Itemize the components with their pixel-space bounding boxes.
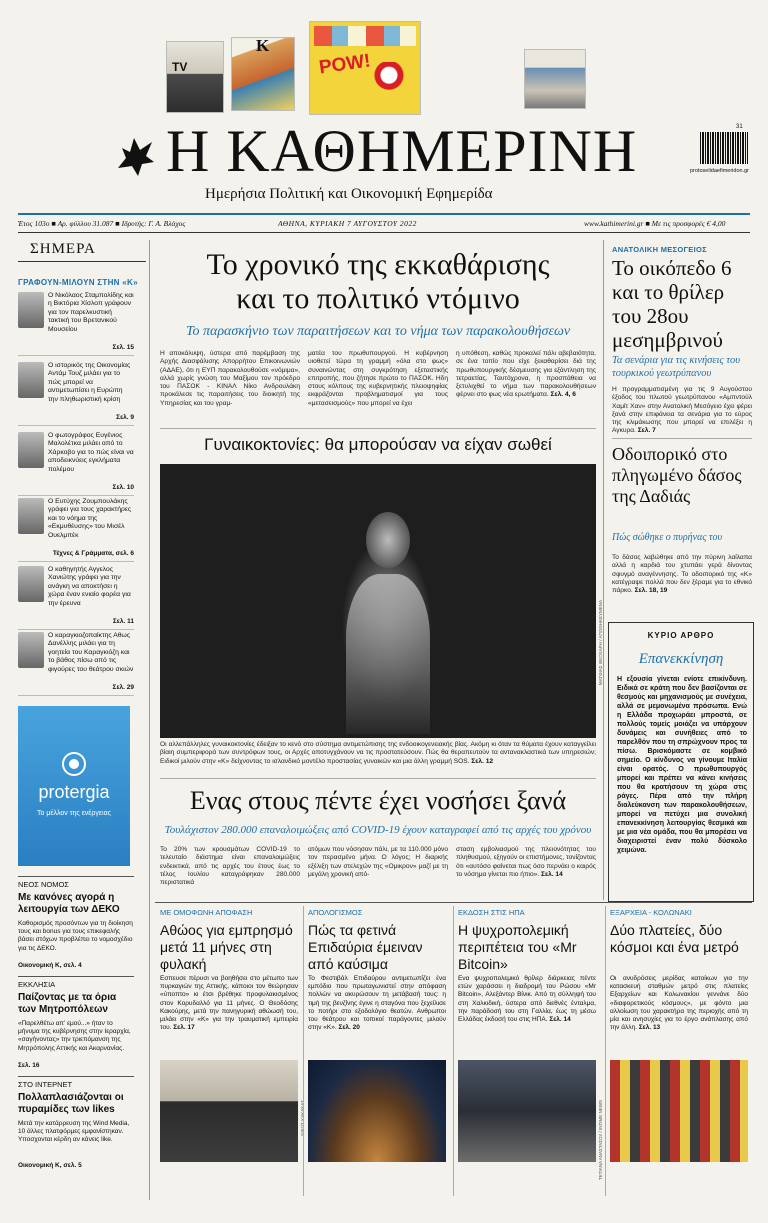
- writer-avatar: [18, 632, 44, 668]
- promo-k-label: K: [256, 36, 270, 55]
- writer-avatar: [18, 362, 44, 398]
- bottom-photo-credit: ΤΕΤΙΑΝΑ ΑΝΑΣΤΑΣΟΥ / INTIME NEWS: [598, 1100, 603, 1181]
- r1-rule: [612, 438, 752, 439]
- editorial-box: [608, 622, 754, 902]
- photo-ghost-woman: [160, 464, 596, 738]
- writer-blurb[interactable]: Ο Νικόλαος Σταμπολίδης και η Βικτόρια Χίσλοπ γράφουν για τον παρελκυστική τακτική του Βρετανικού Μουσείου: [48, 292, 134, 333]
- bottom-body: [458, 975, 596, 1024]
- photo-credit: ΜΑΤΘΙΑΣ ΘΕΟΧΑΡΗ / ΑΠΟΘΗΚΕΥΜΕΝΑ: [598, 600, 603, 686]
- r2-body-text: Το δάσος λαβώθηκε από την πύρινη λαίλαπα αλλά η καρδιά του χτυπάει γερά δίνοντας σφυγμό αναγέννησης. Το οδοιπορικό της «Κ» κατέγραψε πολλά που δεν ξέραμε για το εθνικό πάρκο.: [612, 554, 752, 595]
- bottom-photo: [610, 1060, 748, 1162]
- writer-divider: [18, 629, 134, 630]
- writer-page: Σελ. 11: [112, 618, 134, 625]
- lead-col2: ματέα του πρωθυπουργού. Η κυβέρνηση υιοθετεί τώρα τη γραμμή «όλα στο φως» συναινώντας στη συγκρότηση εξεταστικής επιτροπής, που ζήτησε πρώτο το ΠΑΣΟΚ. Ηδη στους κόλπους της κυβερνητικής πλειοψηφίας εκφράζονται προβληματισμοί για τους «μετασεισμούς» που μπορεί να έχει: [308, 350, 448, 407]
- news-page: Οικονομική Κ, σελ. 5: [18, 1162, 82, 1169]
- writer-divider: [18, 695, 134, 696]
- bottom-body-text: Το Φεστιβάλ Επιδαύρου αντιμετωπίζει ένα εμπόδιο που πρωταγωνιστεί στην απόφαση πολλών να ακυρώσουν τη μετάβασή τους: η τιμή της βενζίνης έγινε η σταγόνα που ξεχείλισε το ποτήρι στο εξοδολόγιο θεατών. Ανθρωποι του θεάτρου και τοπικοί παράγοντες μιλούν στην «Κ».: [308, 975, 446, 1032]
- writer-page: Σελ. 9: [116, 414, 134, 421]
- bottom-row-rule: [155, 902, 752, 903]
- lead-col1: Η αποκάλυψη, ύστερα από παρέμβαση της Αρχής Διασφάλισης Απορρήτου Επικοινωνιών (ΑΔΑΕ), ότι η ΕΥΠ παρακολουθούσε «νόμιμα», αλλά χωρίς γνώση του Μαξίμου τον πρόεδρο του ΠΑΣΟΚ - ΚΙΝΑΛ Νίκο Ανδρουλάκη προκάλεσε τις παραιτήσεις του διοικητή της Υπηρεσίας και του γραμ-: [160, 350, 300, 407]
- writer-blurb[interactable]: Ο φωτογράφος Ευγένιος Μαλολέτκα μιλάει από το Χάρκοβο για το πώς είναι να αποδεικνύεις εγκλήματα πολέμου: [48, 432, 134, 473]
- covid-col2: ατόμων που νόσησαν πάλι, με τα 110.000 μόνο τον περασμένο μήνα. Ο λόγος; Η διαρκής εξέλιξη των στελεχών της «Ομικρον» μαζί με τη μεγάλη χρονική από-: [308, 846, 448, 878]
- covid-col1: Το 20% των κρουσμάτων COVID-19 το τελευταίο διάστημα είναι επαναλοιμώξεις ενδεικτικά, από τις αρχές του έτους έως το τέλος Ιουλίου καταγράφηκαν 280.000 περιστατικά: [160, 846, 300, 887]
- lead-col3: [456, 350, 596, 400]
- writer-blurb[interactable]: Ο Ευτύχης Ζουμπουλάκης γράφει για τους χαρακτήρες και το νόημα της «Εκμυθέυσης» του Μισέλ Ουελμπέκ: [48, 498, 132, 539]
- writer-page: Σελ. 15: [112, 344, 134, 351]
- r1-body: [612, 386, 752, 436]
- promo-tv-magazine[interactable]: [167, 42, 223, 112]
- protergia-ad[interactable]: [18, 706, 130, 866]
- bottom-photo: [160, 1060, 298, 1162]
- lead-headline-line2[interactable]: και το πολιτικό ντόμινο: [236, 282, 520, 315]
- bottom-body: [610, 975, 748, 1032]
- bottom-body-text: Εσπευσε πέρυσι να βοηθήσει στο μέτωπο των πυρκαγιών της Αττικής, κάποιοι τον θεώρησαν «ύποπτο» κι έτσι βρέθηκε προφυλακισμένος στον Κορυδαλλό για 11 μήνες. Ο Θεοδόσης Κακούρης, μετά την πανηγυρική αθώωσή του, μιλάει στην «Κ» για την τραυματική εμπειρία του.: [160, 975, 298, 1032]
- writer-page: Σελ. 10: [112, 484, 134, 491]
- news-body: Μετά την κατάρρευση της Wind Media, 10 άλλες πλατφόρμες εμφανίστηκαν. Υποσχονται κέρδη αν κάνεις like.: [18, 1120, 130, 1144]
- writer-blurb[interactable]: Ο καθηγητής Αγγελος Χανιώτης γράφει για την ανάγκη να αποκτήσει η χώρα έναν ενιαίο φορέα για την έρευνα: [48, 566, 131, 607]
- photo-story-headline[interactable]: Γυναικοκτονίες: θα μπορούσαν να είχαν σωθεί: [204, 435, 552, 454]
- sidebar-heading-rule: [18, 261, 146, 262]
- barcode-text: protoselidaefimeridon.gr: [690, 168, 750, 174]
- lead-col3-page: Σελ. 4, 6: [550, 391, 576, 399]
- promo-economy-supplement[interactable]: [525, 50, 585, 108]
- news-headline[interactable]: Παίζοντας με τα όρια των Μητροπόλεων: [18, 992, 117, 1015]
- covid-standfirst: Τουλάχιστον 280.000 επαναλοιμώξεις από COVID-19 έχουν καταγραφεί από τις αρχές του χρόνου: [164, 824, 592, 836]
- covid-col3: [456, 846, 596, 879]
- r1-body-page: Σελ. 7: [637, 427, 656, 435]
- covid-col3-text: σταση εμβολιασμού της πλειονότητας του πληθυσμού, εξηγούν οι επιστήμονες, τονίζοντας ότι «αυτόσο φαίνεται πως όσο περνάει ο καιρός το νόσημα γίνεται πιο ήπιο».: [456, 846, 596, 878]
- writer-avatar: [18, 566, 44, 602]
- masthead-rule-bottom: [18, 232, 750, 233]
- news-body: «Παρελθέτω απ' εμού...» ήταν το μήνυμα της κυβέρνησης στην Ιεραρχία, «σαγήνοντας» την τριεπόμανση της Μητρόπολης Αττικής και Ακαρνανίας.: [18, 1020, 131, 1052]
- bottom-headline[interactable]: Αθώος για εμπρησμό μετά 11 μήνες στη φυλακή: [160, 922, 293, 972]
- issue-info-center: ΑΘΗΝΑ, ΚΥΡΙΑΚΗ 7 ΑΥΓΟΥΣΤΟΥ 2022: [278, 219, 417, 228]
- writer-divider: [18, 425, 134, 426]
- r1-standfirst: Τα σενάρια για τις κινήσεις του τουρκικού γεωτρύπανου: [612, 355, 741, 379]
- editorial-headline[interactable]: Επανεκκίνηση: [638, 651, 724, 667]
- promo-tv-label: TV: [172, 60, 188, 74]
- news-kicker: ΣΤΟ ΙΝΤΕΡΝΕΤ: [18, 1080, 73, 1089]
- bottom-kicker: ΑΠΟΛΟΓΙΣΜΟΣ: [308, 908, 363, 917]
- bottom-kicker: ΕΚΔΟΣΗ ΣΤΙΣ ΗΠΑ: [458, 908, 525, 917]
- r2-headline[interactable]: Οδοιπορικό στο πληγωμένο δάσος της Δαδιάς: [612, 444, 742, 506]
- news-page: Σελ. 16: [18, 1062, 40, 1069]
- photo-ghost-body: [346, 574, 430, 734]
- bottom-headline[interactable]: Πώς τα φετινά Επιδαύρια έμειναν από καύσιμα: [308, 922, 423, 972]
- writer-page: Τέχνες & Γράμματα, σελ. 6: [52, 550, 134, 557]
- r1-headline[interactable]: Το οικόπεδο 6 και το θρίλερ του 28ου μεσημβρινού: [612, 256, 732, 352]
- comic-panel-strip: [314, 26, 416, 46]
- bottom-body-text: Οι ανυδρόσεις μερίδας κατοίκων για την κατασκευή σταθμών μετρό στις πλατείες Εξαρχείων και Κολωνακίου γεννάνε δύο «διαφορετικούς κόσμους», με φόντο μια αλλοίωση του χαρακτήρα της περιοχής από τη μία και ανησυχίες για το έργο ανάπλασης από την άλλη.: [610, 975, 748, 1032]
- bottom-page: Σελ. 13: [638, 1024, 661, 1032]
- bottom-body-text: Ενα ψυχροπολεμικό θρίλερ διάρκειας πέντε ετών χαράσσει η διαδρομή του Ρώσου «Mr Bitcoin», Αλεξάντερ Βίνικ. Από τη σύλληψή του στη Χαλκιδική, ύστερα από διεθνές ένταλμα, την παράδοσή του στη Γαλλία, έως τη μέσω Ελλάδας έκδοσή του στις ΗΠΑ.: [458, 975, 596, 1024]
- barcode: [700, 132, 748, 164]
- protergia-tagline: Το μέλλον της ενέργειας: [36, 810, 112, 817]
- lead-col3-text: η υπόθεση, καθώς προκαλεί πάλι αβεβαιότητα, σε ένα τοπίο που είχε ξεκαθαρίσει διά της πρωθυπουργικής δέσμευσης για εξάντληση της τετραετίας. Ταυτόχρονα, η προσπάθεια να ξετυλιχθεί το νήμα των παρακολουθήσεων φέρνει στο φως νέα ερωτήματα.: [456, 350, 596, 399]
- barcode-number: 31: [736, 124, 743, 130]
- r2-standfirst: Πώς σώθηκε ο πυρήνας του: [612, 532, 723, 543]
- sidebar-divider: [149, 240, 150, 1200]
- news-headline[interactable]: Με κανόνες αγορά η λειτουργία των ΔΕΚΟ: [18, 892, 120, 915]
- writer-avatar: [18, 498, 44, 534]
- editorial-body: Η εξουσία γίνεται ενίοτε επικίνδυνη. Ειδικά σε κράτη που δεν βασίζονται σε θεσμούς και μηχανισμούς με συνέχεια, αλλά σε μεμονωμένα πρόσωπα. Ενώ η Ελλάδα προχωράει μπροστά, σε πολλούς τομείς μοιάζει να υπάρχουν δυνάμεις και συνήθειες από το παρελθόν που τη σπρώχνουν προς τα πίσω. Βρισκόμαστε σε κομβικό σημείο. Ο κίνδυνος να γίνουμε Ιταλία είναι ορατός. Ο πρωθυπουργός μπορεί και πρέπει να κάνει κινήσεις που θα κρατήσουν τη χώρα στις ράγες. Πέρα από την πλήρη διαλεύκανση των παρακολουθήσεων, μπορεί να πετύχει μια συνολική επανεκκίνηση λειτουργίας θεσμικά και με μια νέα ομάδα, που θα μπορέσει να διαχειριστεί έναν πολύ δύσκολο χειμώνα.: [617, 676, 747, 854]
- promo-k-magazine[interactable]: [232, 38, 294, 110]
- lead-bottom-rule: [160, 428, 596, 429]
- bottom-kicker: ΜΕ ΟΜΟΦΩΝΗ ΑΠΟΦΑΣΗ: [160, 908, 253, 917]
- sidebar-heading: ΣΗΜΕΡΑ: [30, 241, 96, 257]
- lead-standfirst: Το παρασκήνιο των παραιτήσεων και το νήμα των παρακολουθήσεων: [185, 324, 571, 339]
- bottom-col-divider: [453, 906, 454, 1196]
- bottom-body: [308, 975, 446, 1032]
- bottom-headline[interactable]: Η ψυχροπολεμική περιπέτεια του «Mr Bitcoin»: [458, 922, 577, 972]
- news-rule: [18, 1076, 134, 1077]
- news-headline[interactable]: Πολλαπλασιάζονται οι πυραμίδες των likes: [18, 1092, 124, 1115]
- bottom-col-divider: [605, 906, 606, 1196]
- lead-headline-line1[interactable]: Το χρονικό της εκκαθάρισης: [206, 248, 550, 281]
- writer-divider: [18, 561, 134, 562]
- griffin-icon: [112, 128, 158, 180]
- writer-avatar: [18, 432, 44, 468]
- comic-character-icon: [372, 62, 406, 106]
- promo-comic[interactable]: [310, 22, 420, 114]
- center-right-divider: [603, 240, 604, 900]
- r1-kicker: ΑΝΑΤΟΛΙΚΗ ΜΕΣΟΓΕΙΟΣ: [612, 245, 707, 254]
- covid-col3-page: Σελ. 14: [540, 870, 563, 878]
- photo-ghost-head: [366, 512, 410, 568]
- promo-pow-label: POW!: [317, 50, 372, 79]
- writer-divider: [18, 495, 134, 496]
- masthead-subtitle: Ημερήσια Πολιτική και Οικονομική Εφημερίδα: [205, 186, 493, 202]
- issue-info-left: Έτος 103ο ■ Αρ. φύλλου 31.087 ■ Ιδρυτής: Γ. Α. Βλάχος: [18, 219, 186, 228]
- writer-avatar: [18, 292, 44, 328]
- bottom-headline[interactable]: Δύο πλατείες, δύο κόσμοι και ένα μετρό: [610, 922, 739, 955]
- bottom-page: Σελ. 17: [173, 1024, 195, 1032]
- news-body: Καθορισμός προσόντων για τη διοίκηση τους και bonus για τους επικεφαλής βάσει στόχων προβλέπει το νομοσχέδιο για τις ΔΕΚΟ.: [18, 920, 133, 952]
- r2-body: [612, 554, 752, 595]
- masthead-title: Η ΚΑΘΗΜΕΡΙΝΗ: [166, 118, 638, 184]
- masthead-logo: [112, 128, 158, 180]
- news-page: Οικονομική Κ, σελ. 4: [18, 962, 82, 969]
- writer-blurb[interactable]: Ο καραγκιοζοπαίκτης Αθως Δανέλλης μιλάει για τη γοητεία του Καραγκιόζη και το βάθος πίσω από τις φιγούρες του θεάτρου σκιών: [48, 632, 134, 673]
- protergia-logo-icon: [60, 750, 88, 778]
- bottom-photo: [308, 1060, 446, 1162]
- bottom-page: Σελ. 20: [338, 1024, 360, 1032]
- bottom-page: Σελ. 14: [549, 1016, 571, 1024]
- writer-page: Σελ. 29: [112, 684, 134, 691]
- bottom-col-divider: [303, 906, 304, 1196]
- photo-caption: [160, 741, 596, 766]
- bottom-body: [160, 975, 298, 1032]
- masthead-rule-top: [18, 213, 750, 215]
- photo-caption-page: Σελ. 12: [471, 757, 494, 765]
- bottom-kicker: ΕΞΑΡΧΕΙΑ - ΚΟΛΩΝΑΚΙ: [610, 908, 692, 917]
- r2-body-page: Σελ. 18, 19: [634, 587, 668, 595]
- photo-bottom-rule: [160, 778, 596, 779]
- news-rule: [18, 876, 134, 877]
- writers-heading: ΓΡΑΦΟΥΝ-ΜΙΛΟΥΝ ΣΤΗΝ «Κ»: [18, 278, 138, 287]
- bottom-photo: [458, 1060, 596, 1162]
- news-kicker: ΝΕΟΣ ΝΟΜΟΣ: [18, 880, 69, 889]
- protergia-brand: protergia: [38, 782, 110, 802]
- issue-info-right: www.kathimerini.gr ■ Με τις προσφορές € 4,00: [584, 219, 726, 228]
- covid-headline[interactable]: Ενας στους πέντε έχει νοσήσει ξανά: [189, 786, 567, 815]
- photo-caption-text: Οι αλλεπάλληλες γυναικοκτονίες έδειξαν το κενό στο σύστημα αντιμετώπισης της ενδοοικογενειακής βίας. Ακόμη κι όταν τα θύματα έχουν καταγγείλει βίαιη συμπεριφορά των συντρόφων τους, οι Αρχές αποτυγχάνουν να τις προστατεύσουν. Πώς θα θεραπευτούν τα αντανακλαστικά των υπηρεσιών; Ειδικοί μιλούν στην «Κ» δείχνοντας το ισλανδικό μοντέλο προστασίας γυναικών και μια άλλη γραμμή SOS.: [160, 741, 596, 765]
- writer-divider: [18, 355, 134, 356]
- news-kicker: ΕΚΚΛΗΣΙΑ: [18, 980, 56, 989]
- news-rule: [18, 976, 134, 977]
- r1-body-text: Η προγραμματισμένη για τις 9 Αυγούστου έξοδος του πλωτού γεωτρύπανου «Αμπντούλ Χαμίτ Χαν» στην Ανατολική Μεσόγειο έχει φέρει ξανά στην επιφάνεια τα σενάρια για το εύρος της κλιμάκωσης που μπορεί να επιλέξει η Αγκυρα.: [612, 386, 752, 435]
- editorial-label: ΚΥΡΙΟ ΑΡΘΡΟ: [647, 631, 715, 640]
- writer-blurb[interactable]: Ο ιστορικός της Οικονομίας Αντάμ Τουζ μιλάει για το πώς μπορεί να αντιμετωπίσει η Ευρώπη την πληθωριστική κρίση: [48, 362, 131, 403]
